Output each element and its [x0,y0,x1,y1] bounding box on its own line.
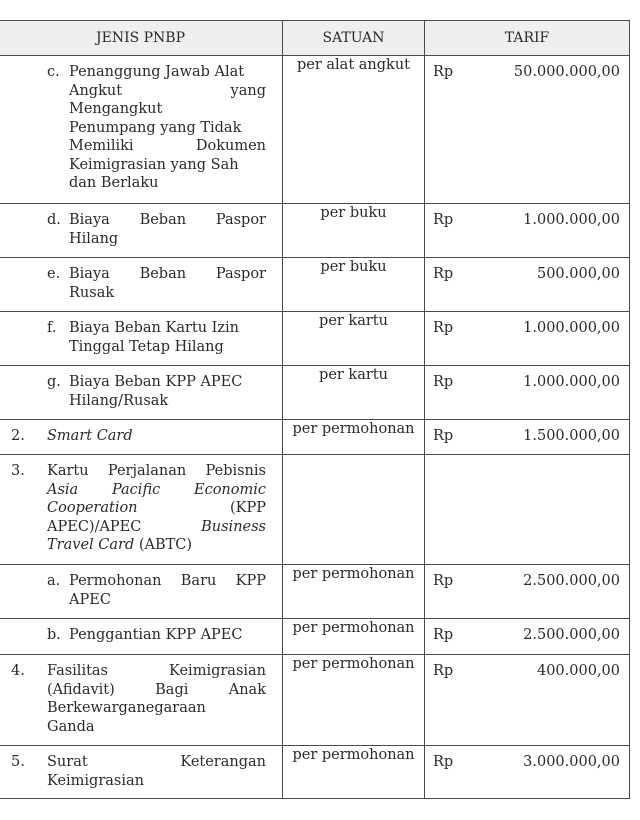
jenis-pnbp-cell [0,312,283,366]
tarif-amount: 50.000.000,00 [513,64,620,80]
tarif-cell [425,420,630,455]
table-row [0,258,630,312]
item-number: 2. [11,428,25,444]
tarif-cell [425,746,630,799]
table-row [0,366,630,420]
table-row [0,565,630,619]
satuan-cell: per kartu [283,366,425,420]
header-satuan: SATUAN [283,21,425,56]
tarif-amount: 1.000.000,00 [523,374,620,390]
item-number: g. [47,374,61,390]
item-number: b. [47,627,61,643]
table-row [0,746,630,799]
item-description: Biaya Beban Kartu Izin Tinggal Tetap Hilang [69,320,240,355]
currency-label: Rp [433,266,454,282]
currency-label: Rp [433,64,454,80]
item-description: Biaya Beban Paspor Hilang [69,212,266,247]
currency-label: Rp [433,573,454,589]
item-description: Penggantian KPP APEC [69,627,243,643]
item-description: Permohonan Baru KPP APEC [69,573,266,608]
satuan-cell: per permohonan [283,746,425,799]
jenis-pnbp-cell [0,366,283,420]
satuan-cell: per permohonan [283,619,425,655]
table-row [0,312,630,366]
jenis-pnbp-cell [0,655,283,746]
tarif-cell [425,655,630,746]
satuan-cell: per permohonan [283,655,425,746]
item-number: c. [47,64,60,80]
table-body [0,56,630,799]
item-number: 3. [11,463,25,479]
tarif-amount: 1.000.000,00 [523,212,620,228]
currency-label: Rp [433,627,454,643]
satuan-cell [283,455,425,565]
tarif-amount: 1.000.000,00 [523,320,620,336]
table-row [0,56,630,204]
tarif-amount: 400.000,00 [536,663,620,679]
item-description: Penanggung Jawab Alat Angkut yang Mengangkut Penumpang yang Tidak Memiliki Dokumen Keimigrasian yang Sah dan Berlaku [69,64,266,191]
header-tarif: TARIF [425,21,630,56]
item-number: 5. [11,754,25,770]
tarif-amount: 500.000,00 [536,266,620,282]
currency-label: Rp [433,428,454,444]
item-description: Biaya Beban Paspor Rusak [69,266,266,301]
item-number: d. [47,212,61,228]
jenis-pnbp-cell [0,455,283,565]
jenis-pnbp-cell [0,746,283,799]
satuan-cell: per permohonan [283,565,425,619]
item-description: Smart Card [47,428,133,444]
tarif-cell [425,204,630,258]
tarif-amount: 3.000.000,00 [523,754,620,770]
tarif-cell [425,258,630,312]
satuan-cell: per kartu [283,312,425,366]
tarif-cell [425,312,630,366]
item-number: a. [47,573,61,589]
header-jenis-pnbp: JENIS PNBP [0,21,283,56]
item-description: Biaya Beban KPP APEC Hilang/Rusak [69,374,243,409]
item-description: Kartu Perjalanan Pebisnis Asia Pacific Economic Cooperation (KPP APEC)/APEC Business Travel Card (ABTC) [47,463,266,553]
table-row [0,204,630,258]
tarif-amount: 1.500.000,00 [523,428,620,444]
satuan-cell: per buku [283,204,425,258]
table-row [0,655,630,746]
tarif-cell [425,455,630,565]
item-number: 4. [11,663,25,679]
jenis-pnbp-cell [0,565,283,619]
tarif-cell [425,565,630,619]
tarif-cell [425,619,630,655]
table-row [0,619,630,655]
satuan-cell: per buku [283,258,425,312]
currency-label: Rp [433,663,454,679]
jenis-pnbp-cell [0,56,283,204]
item-number: e. [47,266,61,282]
item-number: f. [47,320,57,336]
tarif-cell [425,366,630,420]
currency-label: Rp [433,374,454,390]
table-row [0,420,630,455]
jenis-pnbp-cell [0,619,283,655]
pnbp-tariff-table [0,20,630,799]
jenis-pnbp-cell [0,258,283,312]
currency-label: Rp [433,320,454,336]
table-header-row [0,21,630,56]
satuan-cell: per permohonan [283,420,425,455]
currency-label: Rp [433,754,454,770]
tarif-amount: 2.500.000,00 [523,573,620,589]
tarif-amount: 2.500.000,00 [523,627,620,643]
jenis-pnbp-cell [0,420,283,455]
item-description: Fasilitas Keimigrasian (Afidavit) Bagi Anak Berkewarganegaraan Ganda [47,663,266,735]
item-description: Surat Keterangan Keimigrasian [47,754,266,789]
table-row [0,455,630,565]
jenis-pnbp-cell [0,204,283,258]
currency-label: Rp [433,212,454,228]
tarif-cell [425,56,630,204]
satuan-cell: per alat angkut [283,56,425,204]
